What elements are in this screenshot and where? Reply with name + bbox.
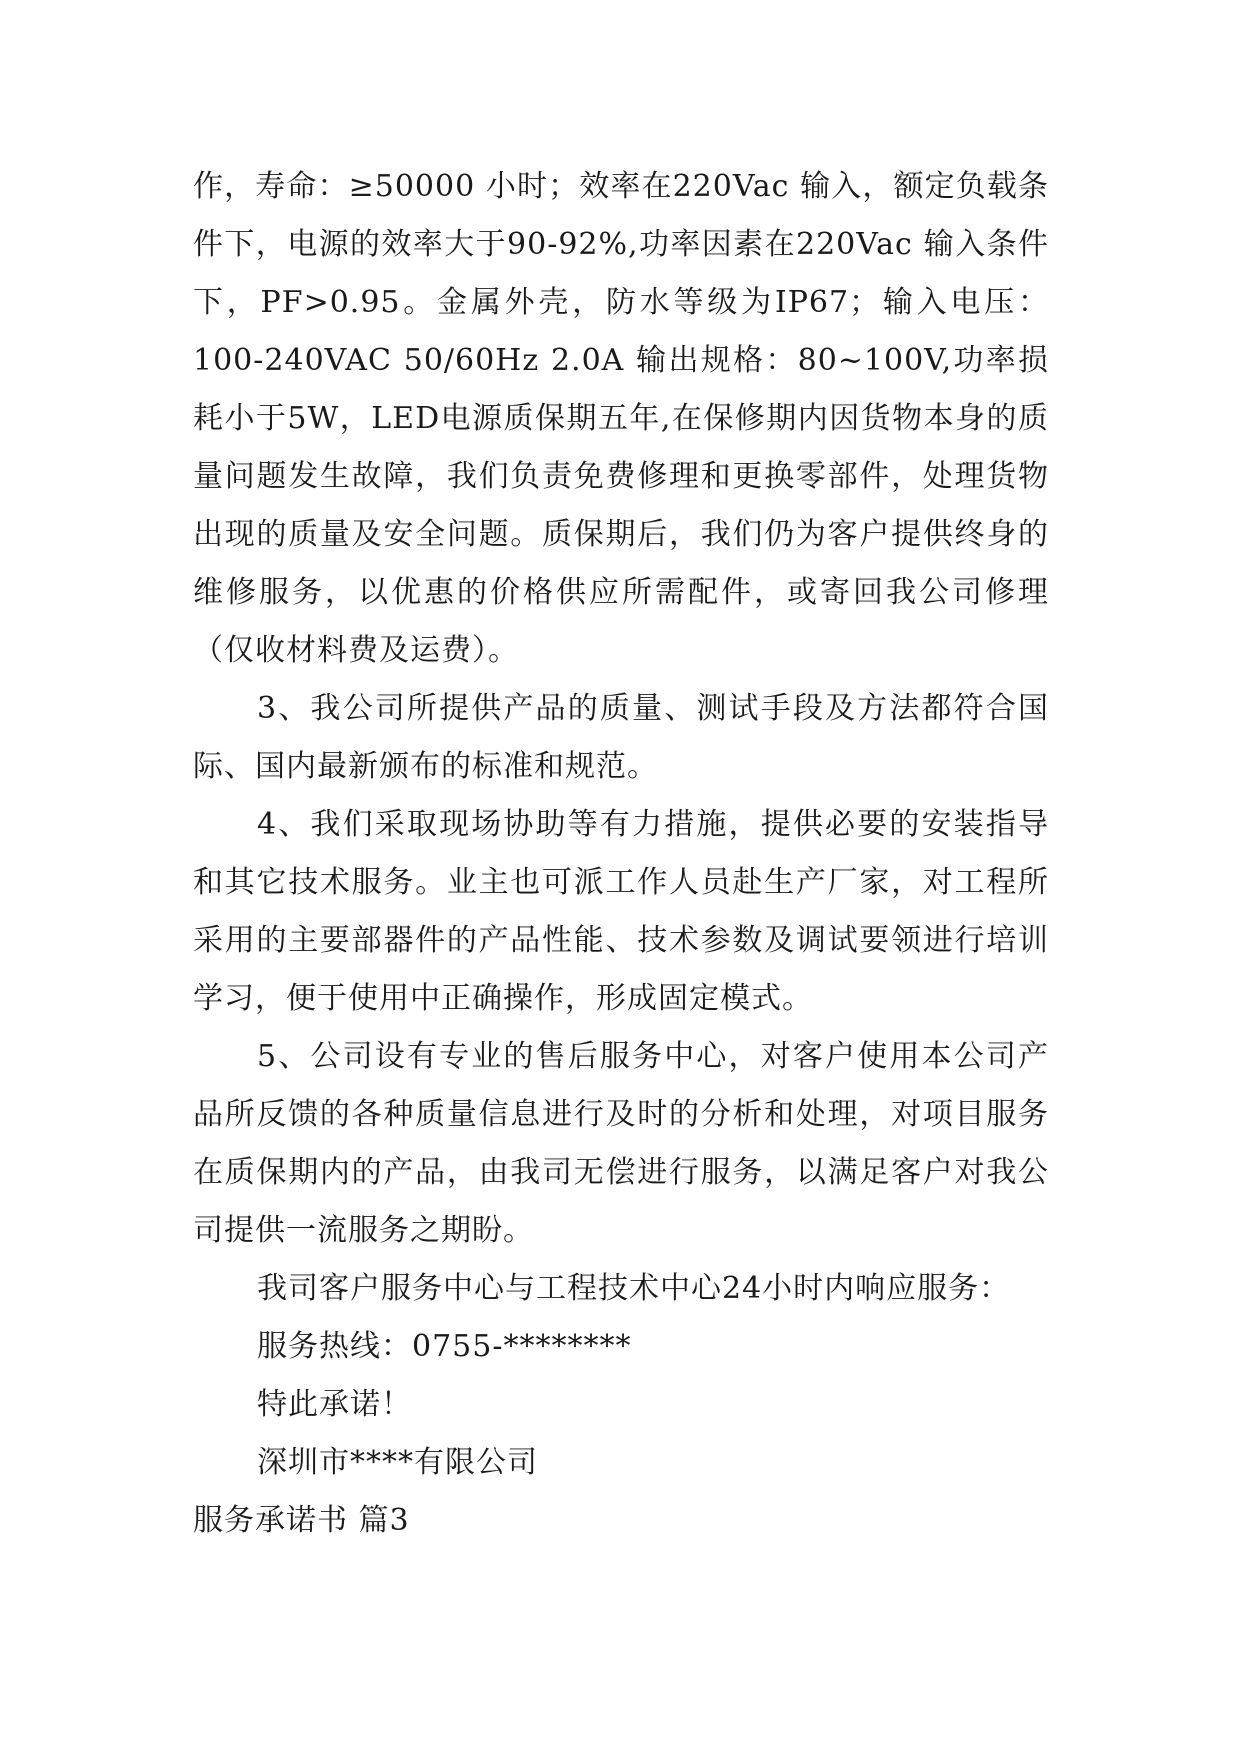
paragraph-item-3: 3、我公司所提供产品的质量、测试手段及方法都符合国际、国内最新颁布的标准和规范。 xyxy=(193,691,1049,784)
closing-line: 特此承诺！ xyxy=(257,1387,412,1422)
paragraph-power-supply-specs: 作，寿命：≥50000 小时；效率在220Vac 输入，额定负载条件下，电源的效率大于90-92%,功率因素在220Vac 输入条件下，PF>0.95。金属外壳，防水等级为IP67；输入电压：100-240VAC 50/60Hz 2.0A 输出规格：80~100V,功率损耗小于5W，LED电源质保期五年,在保修期内因货物本身的质量问题发生故障，我们负责免费修理和更换零部件，处理货物出现的质量及安全问题。质保期后，我们仍为客户提供终身的维修服务，以优惠的价格供应所需配件，或寄回我公司修理（仅收材料费及运费）。 xyxy=(193,169,1049,668)
paragraph-item-5: 5、公司设有专业的售后服务中心，对客户使用本公司产品所反馈的各种质量信息进行及时的分析和处理，对项目服务在质保期内的产品，由我司无偿进行服务，以满足客户对我公司提供一流服务之期盼。 xyxy=(193,1039,1049,1248)
service-notice-line: 我司客户服务中心与工程技术中心24小时内响应服务： xyxy=(257,1271,1011,1306)
document-body xyxy=(193,158,1049,1550)
paragraph-item-4: 4、我们采取现场协助等有力措施，提供必要的安装指导和其它技术服务。业主也可派工作人员赴生产厂家，对工程所采用的主要部器件的产品性能、技术参数及调试要领进行培训学习，便于使用中正确操作，形成固定模式。 xyxy=(193,807,1049,1016)
hotline-line: 服务热线：0755-******** xyxy=(257,1329,632,1364)
next-section-heading: 服务承诺书 篇3 xyxy=(193,1503,410,1538)
company-name: 深圳市****有限公司 xyxy=(257,1445,538,1480)
